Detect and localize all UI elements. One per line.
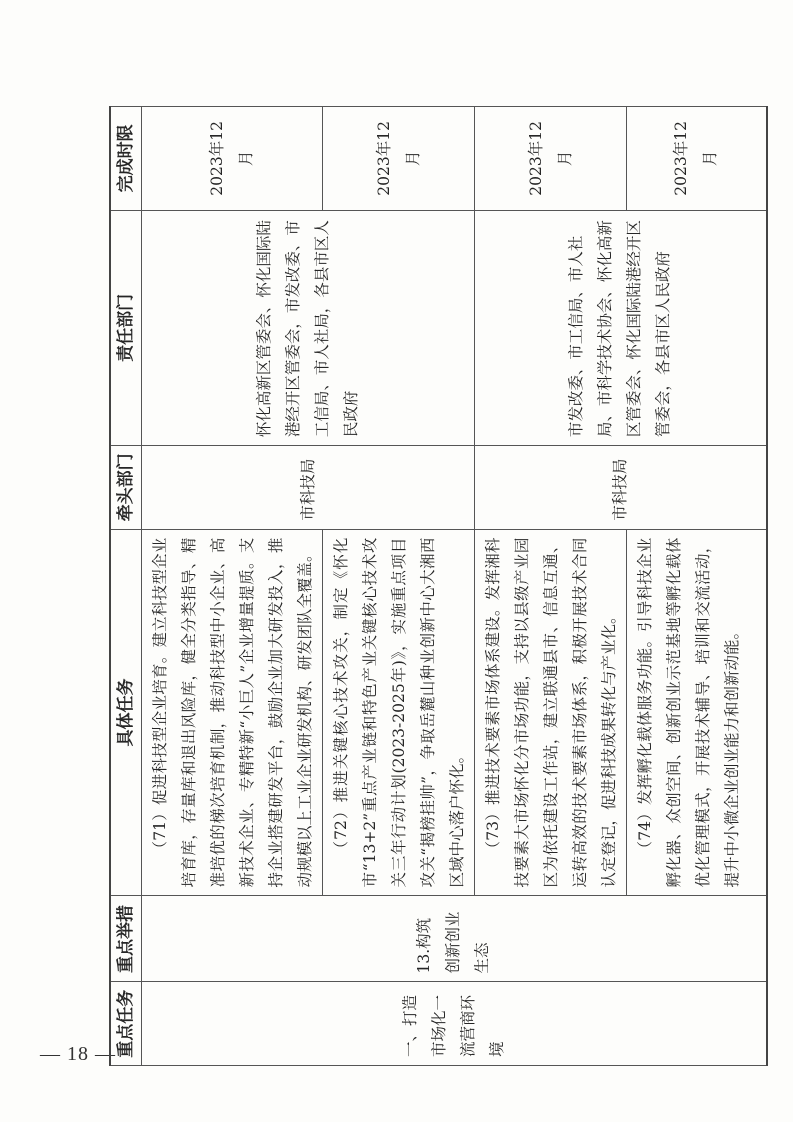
table-row [142, 107, 323, 1066]
header-specific-task: 具体任务 [110, 529, 142, 896]
specific-task-cell: （74）发挥孵化载体服务功能。引导科技企业孵化器、众创空间、创新创业示范基地等孵化载体优化管理模式，开展技术辅导、培训和交流活动，提升中小微企业创业能力和创新动能。 [627, 529, 767, 896]
policy-task-table [109, 106, 768, 1066]
responsible-department-cell: 市发改委、市工信局、市人社局、市科学技术协会、怀化高新区管委会、怀化国际陆港经开区管委会，各县市区人民政府 [475, 210, 767, 445]
specific-task-cell: （73）推进技术要素市场体系建设。发挥湘科技要素大市场怀化分市场功能，支持以县级产业园区为依托建设工作站，建立联通县市、信息互通、运转高效的技术要素市场体系，积极开展技术合同认定登记，促进科技成果转化与产业化。 [475, 529, 627, 896]
lead-department-cell: 市科技局 [142, 446, 475, 530]
header-deadline: 完成时限 [110, 107, 142, 211]
policy-task-table-rotated [109, 106, 741, 1066]
responsible-department-cell: 怀化高新区管委会、怀化国际陆港经开区管委会，市发改委、市工信局、市人社局，各县市区人民政府 [142, 210, 475, 445]
header-lead-department: 牵头部门 [110, 446, 142, 530]
header-key-task: 重点任务 [110, 982, 142, 1066]
table-header-row [110, 107, 142, 1066]
key-measure-cell: 13.构筑创新创业生态 [142, 896, 767, 982]
page-number: — 18 — [40, 1043, 116, 1065]
deadline-cell: 2023年12月 [323, 107, 475, 211]
specific-task-cell: （71）促进科技型企业培育。建立科技型企业培育库，存量库和退出风险库，健全分类指导、精准培优的梯次培育机制，推动科技型中小企业、高新技术企业、专精特新“小巨人”企业增量提质。支持企业搭建研发平台，鼓励企业加大研发投入，推动规模以上工业企业研发机构、研发团队全覆盖。 [142, 529, 323, 896]
deadline-cell: 2023年12月 [475, 107, 627, 211]
header-responsible-department: 责任部门 [110, 210, 142, 445]
deadline-cell: 2023年12月 [142, 107, 323, 211]
specific-task-cell: （72）推进关键核心技术攻关，制定《怀化市“13+2”重点产业链和特色产业关键核心技术攻关三年行动计划(2023-2025年)》，实施重点项目攻关“揭榜挂帅”，争取岳麓山种业创新中心大湘西区域中心落户怀化。 [323, 529, 475, 896]
header-key-measure: 重点举措 [110, 896, 142, 982]
lead-department-cell: 市科技局 [475, 446, 767, 530]
deadline-cell: 2023年12月 [627, 107, 767, 211]
key-task-cell: 一、打造市场化一流营商环境 [142, 982, 767, 1066]
